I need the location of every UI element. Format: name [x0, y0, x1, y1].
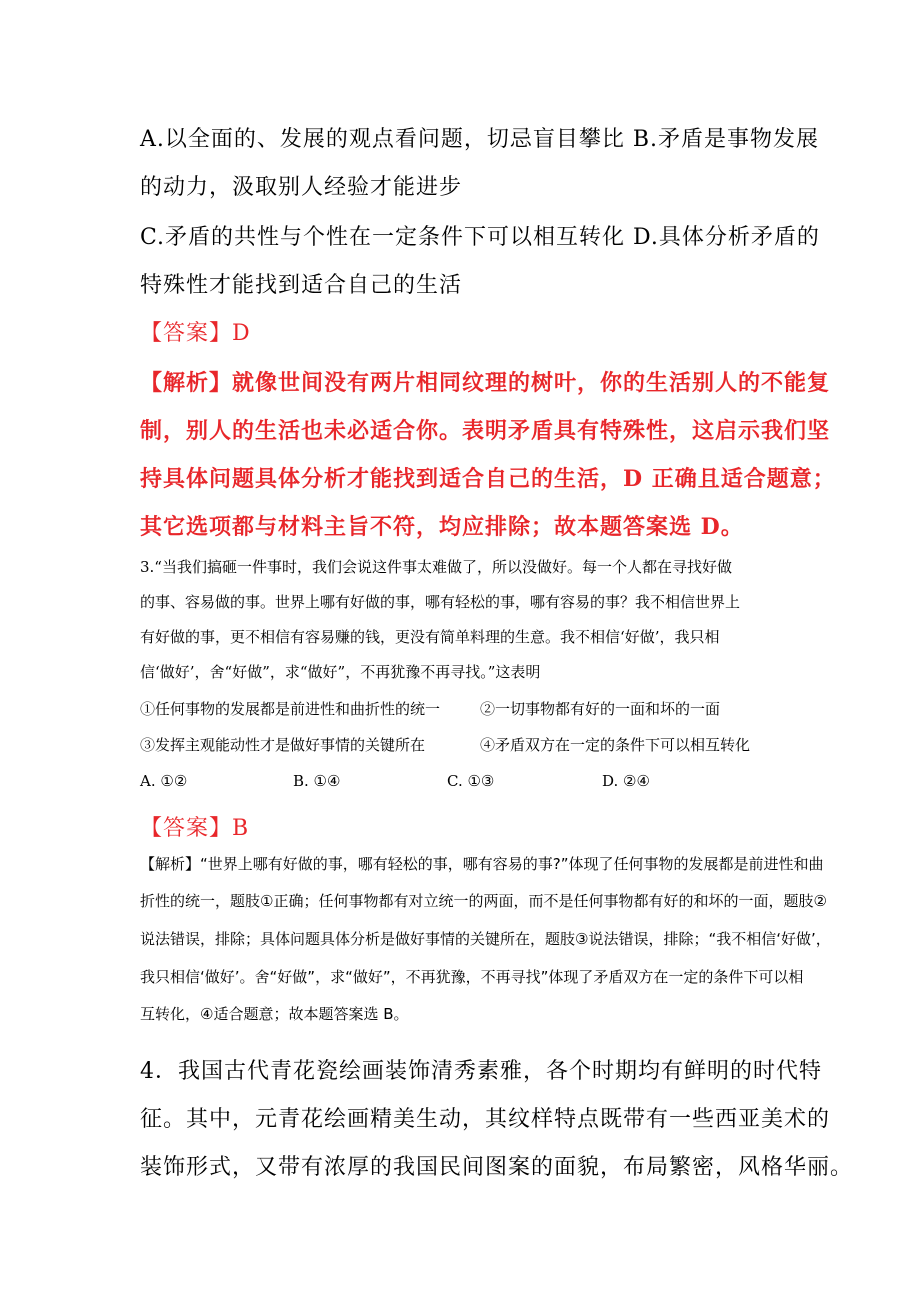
q2-answer: 【答案】D [140, 321, 251, 346]
q3-item-1: ①任何事物的发展都是前进性和曲折性的统一 [140, 700, 441, 718]
q4-line-1: 4．我国古代青花瓷绘画装饰清秀素雅，各个时期均有鲜明的时代特 [140, 1059, 822, 1084]
q3-answer: 【答案】B [140, 816, 250, 841]
q2-analysis-line-4: 其它选项都与材料主旨不符，均应排除；故本题答案选 D。 [140, 514, 744, 540]
q3-choice-d: D. ②④ [602, 772, 650, 790]
q3-item-3: ③发挥主观能动性才是做好事情的关键所在 [140, 736, 426, 754]
q3-stem-line-1: 3.“当我们搞砸一件事时，我们会说这件事太难做了，所以没做好。每一个人都在寻找好做 [140, 558, 732, 576]
q2-analysis-line-2: 制，别人的生活也未必适合你。表明矛盾具有特殊性，这启示我们坚 [140, 418, 831, 444]
q4-line-3: 装饰形式，又带有浓厚的我国民间图案的面貌，布局繁密，风格华丽。 [140, 1155, 854, 1180]
q2-analysis-line-3: 持具体问题具体分析才能找到适合自己的生活，D 正确且适合题意； [140, 466, 836, 492]
q3-stem-line-3: 有好做的事，更不相信有容易赚的钱，更没有简单料理的生意。我不相信‘好做’，我只相 [140, 628, 720, 646]
q2-options-line-1: A.以全面的、发展的观点看问题，切忌盲目攀比 B.矛盾是事物发展 [140, 127, 820, 152]
q3-analysis-line-2: 折性的统一，题肢①正确；任何事物都有对立统一的两面，而不是任何事物都有好的和坏的一面，题肢② [140, 892, 827, 910]
q2-analysis-line-1: 【解析】就像世间没有两片相同纹理的树叶，你的生活别人的不能复 [140, 370, 831, 396]
q3-choice-a: A. ①② [140, 772, 188, 790]
q3-choice-b: B. ①④ [293, 772, 341, 790]
q3-analysis-line-4: 我只相信‘做好’。舍“好做”，求“做好”，不再犹豫，不再寻找”体现了矛盾双方在一定的条件下可以相 [140, 968, 804, 986]
q3-analysis-line-1: 【解析】“世界上哪有好做的事，哪有轻松的事，哪有容易的事?”体现了任何事物的发展都是前进性和曲 [140, 855, 824, 873]
q3-item-4: ④矛盾双方在一定的条件下可以相互转化 [480, 736, 751, 754]
q3-item-2: ②一切事物都有好的一面和坏的一面 [480, 700, 721, 718]
q3-stem-line-4: 信‘做好’，舍“好做”，求“做好”，不再犹豫不再寻找。”这表明 [140, 663, 541, 681]
q3-analysis-line-3: 说法错误，排除；具体问题具体分析是做好事情的关键所在，题肢③说法错误，排除；“我不相信‘好做’， [140, 930, 831, 948]
q2-options-line-4: 特殊性才能找到适合自己的生活 [140, 273, 463, 298]
q3-choice-c: C. ①③ [447, 772, 495, 790]
q2-options-line-3: C.矛盾的共性与个性在一定条件下可以相互转化 D.具体分析矛盾的 [140, 225, 820, 250]
q3-stem-line-2: 的事、容易做的事。世界上哪有好做的事，哪有轻松的事，哪有容易的事？我不相信世界上 [140, 593, 741, 611]
q3-analysis-line-5: 互转化，④适合题意；故本题答案选 B。 [140, 1005, 409, 1023]
q4-line-2: 征。其中，元青花绘画精美生动，其纹样特点既带有一些西亚美术的 [140, 1107, 831, 1132]
q2-options-line-2: 的动力，汲取别人经验才能进步 [140, 175, 463, 200]
